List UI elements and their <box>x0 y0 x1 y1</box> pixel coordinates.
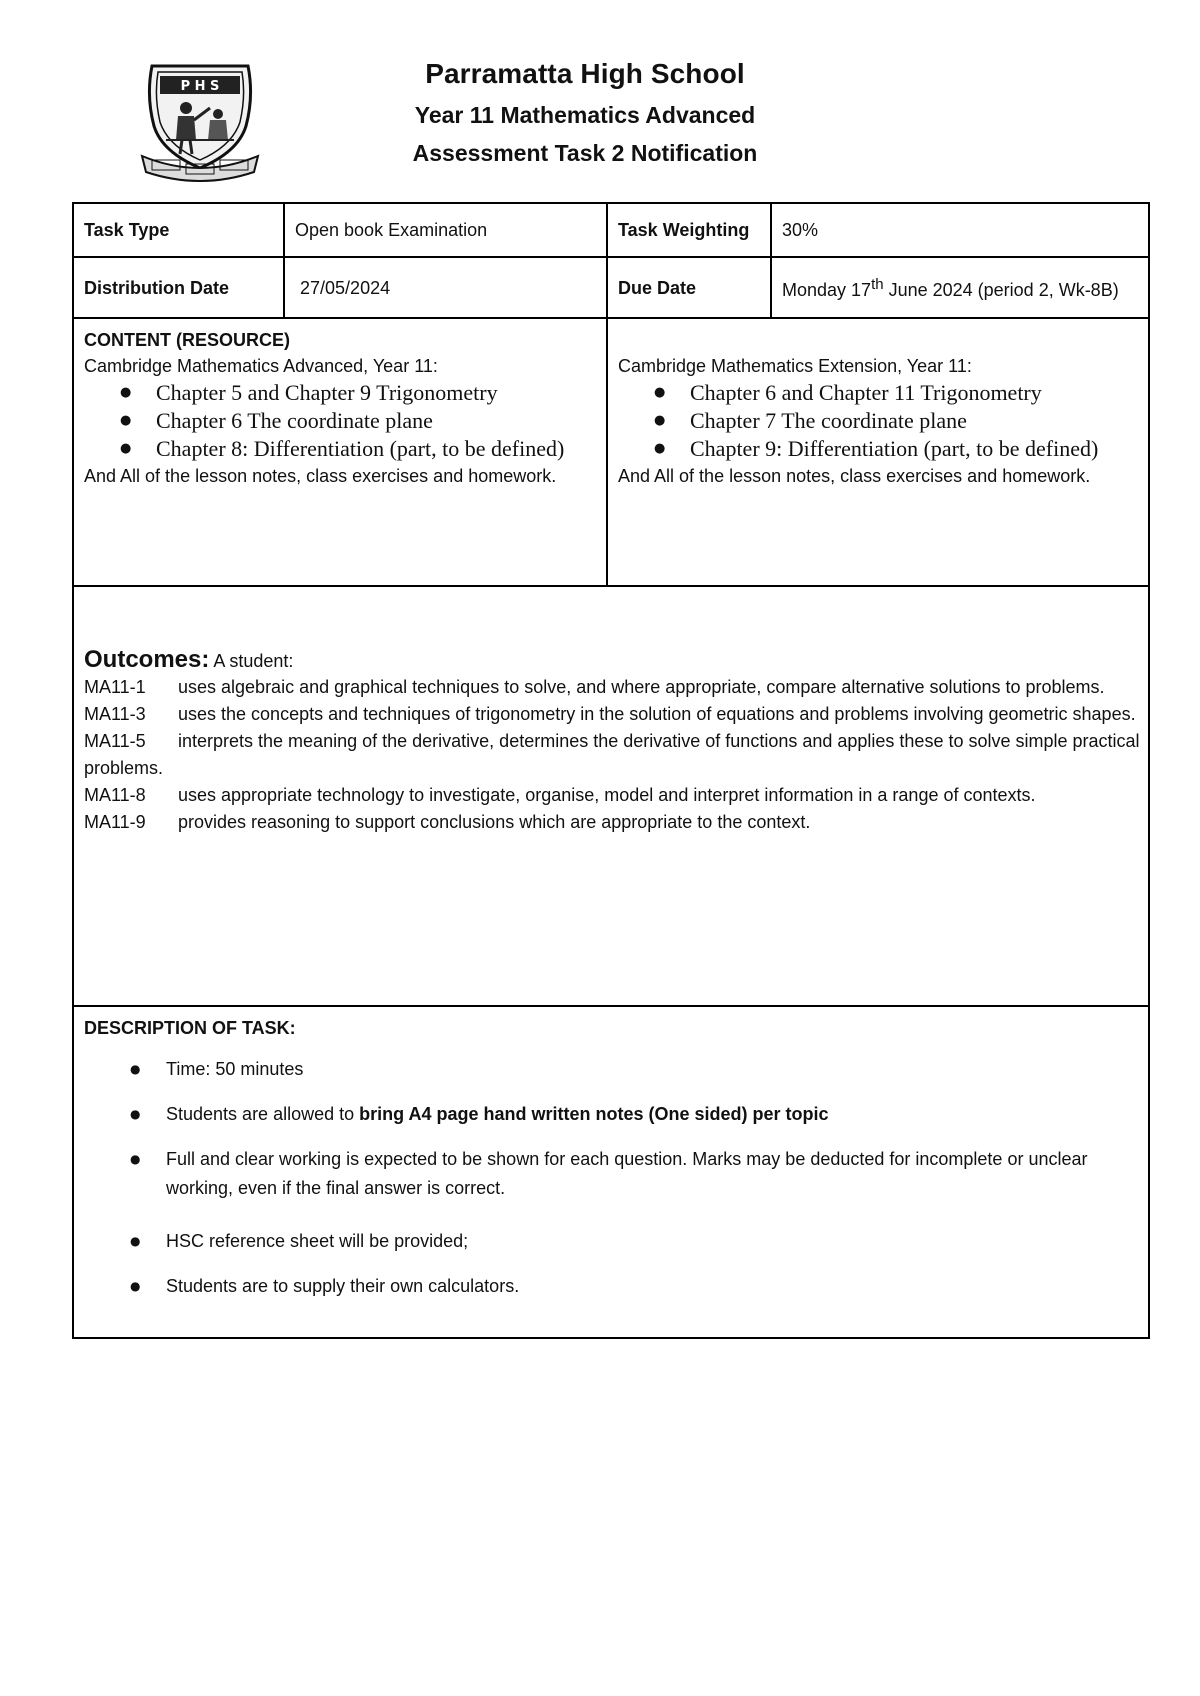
outcomes-title <box>84 647 1140 674</box>
extension-intro: Cambridge Mathematics Extension, Year 11: <box>618 356 972 376</box>
list-item: ● Chapter 5 and Chapter 9 Trigonometry <box>156 379 596 407</box>
school-name: Parramatta High School <box>425 58 745 89</box>
task-weighting-label: Task Weighting <box>607 203 771 257</box>
outcomes-cell <box>73 586 1149 1006</box>
description-cell <box>73 1006 1149 1338</box>
description-item-time: ● Time: 50 minutes <box>166 1055 1138 1084</box>
notes-emphasis: bring A4 page hand written notes (One sided) per topic <box>359 1104 829 1124</box>
outcome-text: uses appropriate technology to investigate, organise, model and interpret information in a range of contexts. <box>178 785 1036 805</box>
outcome-item <box>84 674 1140 701</box>
school-crest-logo <box>138 56 262 182</box>
content-heading: CONTENT (RESOURCE) <box>84 330 290 350</box>
description-row <box>73 1006 1149 1338</box>
outcome-item <box>84 809 1140 836</box>
extension-chapter-list <box>618 379 1138 463</box>
list-item: ● Chapter 7 The coordinate plane <box>690 407 1138 435</box>
outcome-item <box>84 701 1140 728</box>
outcomes-subheading: A student: <box>209 651 294 671</box>
due-date-ordinal: th <box>871 276 884 293</box>
description-list <box>84 1055 1138 1301</box>
outcome-text: interprets the meaning of the derivative, determines the derivative of functions and applies these to solve simple practical problems. <box>84 731 1140 778</box>
outcome-item <box>84 728 1140 782</box>
outcomes-row <box>73 586 1149 1006</box>
advanced-intro: Cambridge Mathematics Advanced, Year 11: <box>84 356 438 376</box>
outcome-text: provides reasoning to support conclusions which are appropriate to the context. <box>178 812 811 832</box>
description-item-notes <box>166 1100 1138 1129</box>
list-item: ● Chapter 9: Differentiation (part, to be defined) <box>690 435 1138 463</box>
outcome-code: MA11-3 <box>84 704 146 724</box>
content-left-cell <box>73 318 607 586</box>
due-date-value <box>771 257 1149 318</box>
due-date-rest: June 2024 (period 2, Wk-8B) <box>883 280 1119 300</box>
assessment-table <box>72 202 1150 1339</box>
dates-row <box>73 257 1149 318</box>
school-crest-icon <box>138 56 262 182</box>
outcome-code: MA11-9 <box>84 812 146 832</box>
outcome-item <box>84 782 1140 809</box>
list-item: ● Chapter 6 The coordinate plane <box>156 407 596 435</box>
due-date-label: Due Date <box>607 257 771 318</box>
distribution-date-value <box>284 257 607 318</box>
distribution-date-text: 27/05/2024 <box>300 277 391 298</box>
notes-prefix: Students are allowed to <box>166 1104 360 1124</box>
task-type-value: Open book Examination <box>284 203 607 257</box>
due-date-day: Monday 17 <box>782 280 872 300</box>
extension-footer: And All of the lesson notes, class exercises and homework. <box>618 466 1091 486</box>
advanced-footer: And All of the lesson notes, class exercises and homework. <box>84 466 557 486</box>
outcome-code: MA11-8 <box>84 785 146 805</box>
list-item: ● Chapter 8: Differentiation (part, to be defined) <box>156 435 596 463</box>
content-right-cell <box>607 318 1149 586</box>
distribution-date-label: Distribution Date <box>73 257 284 318</box>
crest-letters: P H S <box>180 79 220 94</box>
task-title: Assessment Task 2 Notification <box>412 140 758 166</box>
course-title: Year 11 Mathematics Advanced <box>414 102 756 128</box>
outcome-code: MA11-1 <box>84 677 146 697</box>
description-item-working: ● Full and clear working is expected to be shown for each question. Marks may be deducted for incomplete or unclear working, even if the final answer is correct. <box>166 1145 1138 1203</box>
outcome-text: uses algebraic and graphical techniques to solve, and where appropriate, compare alternative solutions to problems. <box>178 677 1105 697</box>
outcome-code: MA11-5 <box>84 731 146 751</box>
content-row <box>73 318 1149 586</box>
description-item-calculators: ● Students are to supply their own calculators. <box>166 1272 1138 1301</box>
outcome-text: uses the concepts and techniques of trigonometry in the solution of equations and problems involving geometric shapes. <box>178 704 1136 724</box>
task-type-label: Task Type <box>73 203 284 257</box>
advanced-chapter-list <box>84 379 596 463</box>
task-type-row <box>73 203 1149 257</box>
description-heading: DESCRIPTION OF TASK: <box>84 1018 296 1038</box>
description-item-reference: ● HSC reference sheet will be provided; <box>166 1227 1138 1256</box>
task-weighting-value: 30% <box>771 203 1149 257</box>
outcomes-heading: Outcomes: <box>84 646 210 673</box>
content-spacer <box>618 327 1138 353</box>
list-item: ● Chapter 6 and Chapter 11 Trigonometry <box>690 379 1138 407</box>
